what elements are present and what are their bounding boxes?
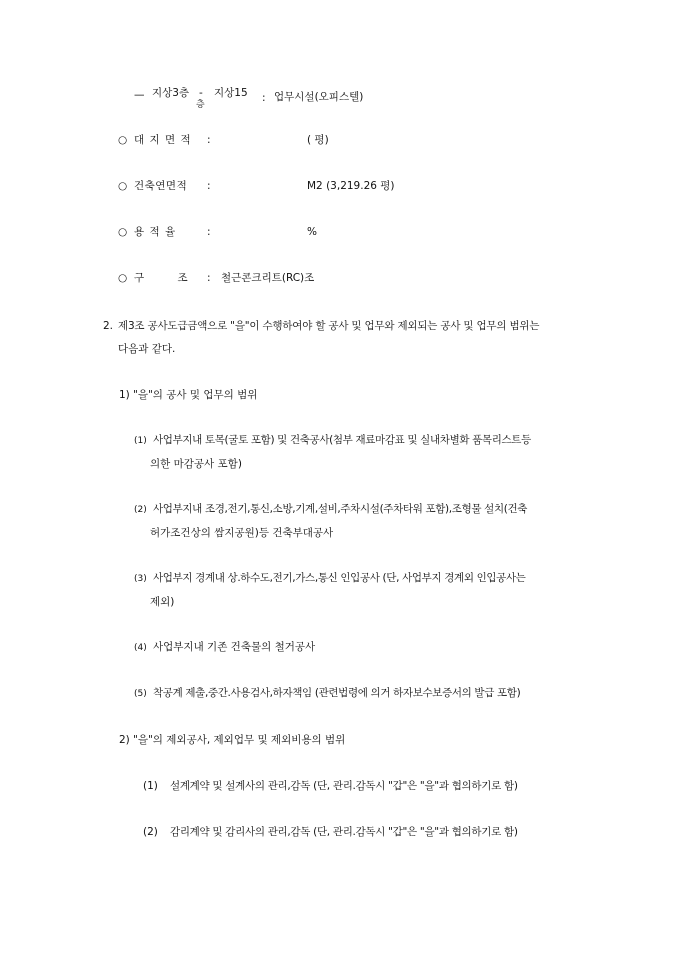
subsection-title: "을"의 공사 및 업무의 범위 bbox=[133, 389, 258, 401]
subsection-number: 1) bbox=[119, 389, 130, 401]
spec-colon: : bbox=[207, 226, 211, 238]
spec-colon: : bbox=[207, 272, 211, 284]
item-text-line1: 사업부지내 조경,전기,통신,소방,기계,설비,주차시설(주차타워 포함),조형물 설치(건축 bbox=[153, 503, 528, 515]
spec-value: ( 평) bbox=[307, 134, 329, 146]
building-use: 업무시설(오피스텔) bbox=[274, 91, 364, 103]
spec-label: 구 조 bbox=[134, 272, 188, 284]
spec-colon: : bbox=[207, 180, 211, 192]
section-text-line2: 다음과 같다. bbox=[118, 343, 176, 355]
spec-colon: : bbox=[207, 134, 211, 146]
item-number: (5) bbox=[134, 689, 147, 699]
floor-range-separator: - bbox=[199, 87, 203, 99]
item-number: (2) bbox=[143, 826, 158, 838]
subsection-number: 2) bbox=[119, 734, 130, 746]
item-text-line1: 사업부지내 기존 건축물의 철거공사 bbox=[153, 641, 316, 653]
item-number: (4) bbox=[134, 643, 147, 653]
spec-value: M2 (3,219.26 평) bbox=[307, 180, 395, 192]
circle-bullet: ○ bbox=[118, 226, 128, 238]
item-text-line1: 착공계 제출,중간.사용검사,하자책임 (관련법령에 의거 하자보수보증서의 발급 포함) bbox=[153, 687, 521, 699]
item-number: (1) bbox=[143, 780, 158, 792]
circle-bullet: ○ bbox=[118, 134, 128, 146]
spec-label: 용 적 율 bbox=[134, 226, 177, 238]
dash-mark: — bbox=[134, 89, 145, 101]
item-number: (1) bbox=[134, 436, 147, 446]
item-text-line2: 허가조건상의 쌈지공원)등 건축부대공사 bbox=[150, 527, 334, 539]
circle-bullet: ○ bbox=[118, 180, 128, 192]
item-number: (3) bbox=[134, 574, 147, 584]
item-number: (2) bbox=[134, 505, 147, 515]
section-number: 2. bbox=[103, 320, 114, 332]
spec-label: 대 지 면 적 bbox=[134, 134, 192, 146]
item-text: 설계계약 및 설계사의 관리,감독 (단, 관리.감독시 "갑"은 "을"과 협의하기로 함) bbox=[170, 780, 518, 792]
item-text: 감리계약 및 감리사의 관리,감독 (단, 관리.감독시 "갑"은 "을"과 협의하기로 함) bbox=[170, 826, 518, 838]
item-text-line2: 제외) bbox=[150, 596, 175, 608]
spec-label: 건축연면적 bbox=[134, 180, 188, 192]
section-text-line1: 제3조 공사도급금액으로 "을"이 수행하여야 할 공사 및 업무와 제외되는 공사 및 업무의 범위는 bbox=[118, 320, 540, 332]
item-text-line1: 사업부지내 토목(굴토 포함) 및 건축공사(첨부 재료마감표 및 실내차별화 품목리스트등 bbox=[153, 434, 531, 446]
item-text-line1: 사업부지 경계내 상.하수도,전기,가스,통신 인입공사 (단, 사업부지 경계외 인입공사는 bbox=[153, 572, 526, 584]
floor-range-start: 지상3층 bbox=[152, 87, 190, 99]
subsection-title: "을"의 제외공사, 제외업무 및 제외비용의 범위 bbox=[133, 734, 346, 746]
floor-colon: : bbox=[262, 92, 266, 104]
floor-unit-wrapped: 층 bbox=[196, 100, 205, 110]
circle-bullet: ○ bbox=[118, 272, 128, 284]
spec-value: % bbox=[307, 226, 317, 238]
floor-range-end: 지상15 bbox=[214, 87, 248, 99]
spec-value: 철근콘크리트(RC)조 bbox=[221, 272, 315, 284]
item-text-line2: 의한 마감공사 포함) bbox=[150, 458, 242, 470]
